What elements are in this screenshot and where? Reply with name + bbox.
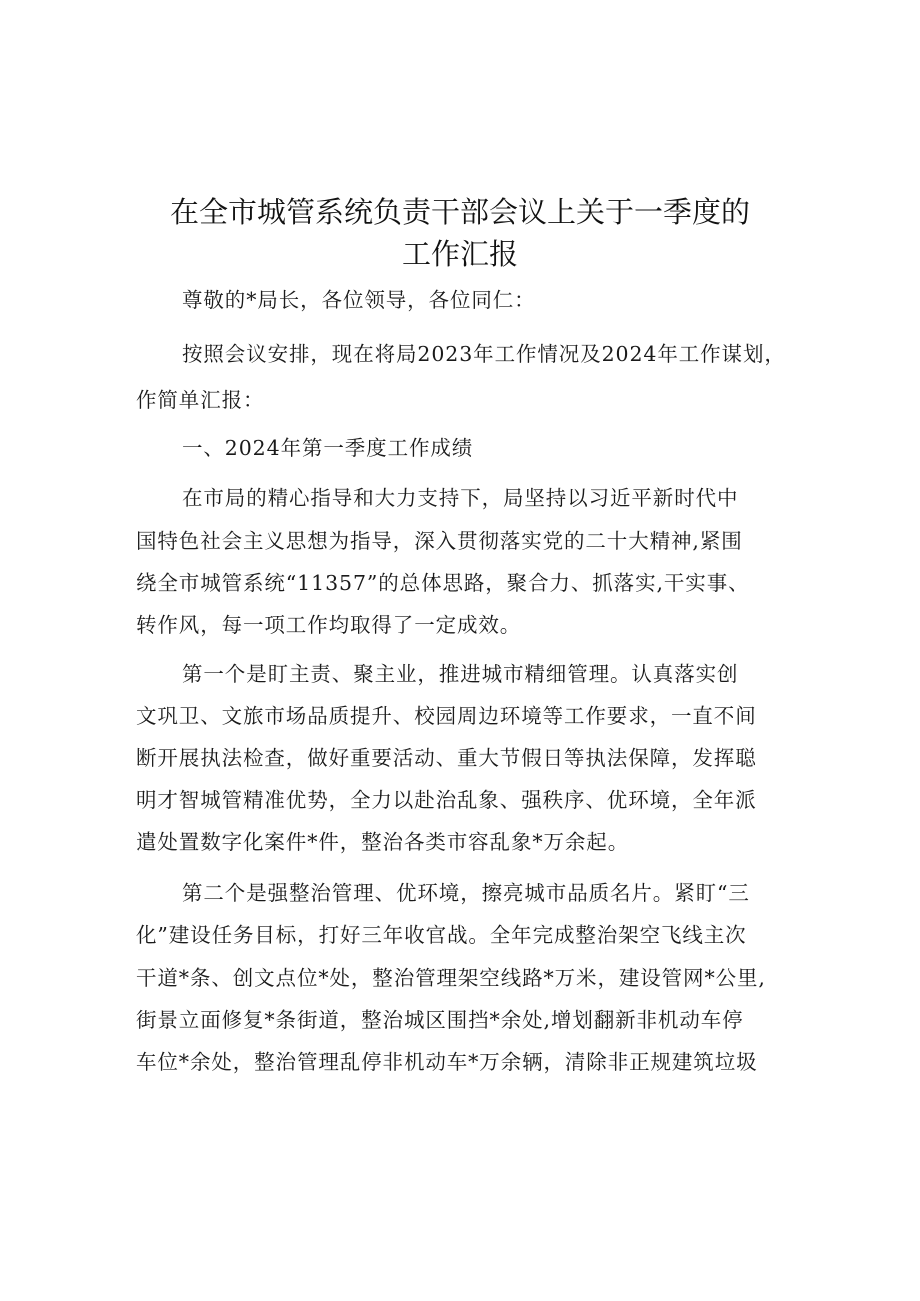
para3-text-2: 化”建设任务目标，打好三年收官战。全年完成整治架空飞线主次 [136, 923, 747, 947]
para3-text-1: 第二个是强整治管理、优环境，擦亮城市品质名片。紧盯“三 [182, 881, 750, 905]
intro-text-2: 作简单汇报： [136, 388, 265, 412]
document-title-line-2: 工作汇报 [401, 237, 518, 271]
para1-text-2: 国特色社会主义思想为指导，深入贯彻落实党的二十大精神,紧围 [136, 529, 743, 553]
para3-text-4: 街景立面修复*条街道，整治城区围挡*余处,增划翻新非机动车停 [136, 1008, 744, 1032]
intro-text-1: 按照会议安排，现在将局2023年工作情况及2024年工作谋划， [182, 342, 786, 366]
section-heading: 一、2024年第一季度工作成绩 [182, 436, 474, 460]
para1-text-1: 在市局的精心指导和大力支持下，局坚持以习近平新时代中 [182, 486, 739, 510]
para2-text-5: 遣处置数字化案件*件，整治各类市容乱象*万余起。 [136, 830, 630, 854]
salutation: 尊敬的*局长，各位领导，各位同仁： [182, 288, 536, 312]
para1-text-4: 转作风，每一项工作均取得了一定成效。 [136, 613, 522, 637]
document-title-line-1: 在全市城管系统负责干部会议上关于一季度的 [169, 195, 750, 229]
para2-text-1: 第一个是盯主责、聚主业，推进城市精细管理。认真落实创 [182, 662, 739, 686]
para3-text-5: 车位*余处，整治管理乱停非机动车*万余辆，清除非正规建筑垃圾 [136, 1050, 758, 1074]
para2-text-2: 文巩卫、文旅市场品质提升、校园周边环境等工作要求，一直不间 [136, 704, 757, 728]
para1-text-3: 绕全市城管系统“11357”的总体思路，聚合力、抓落实,干实事、 [136, 571, 750, 595]
para2-text-4: 明才智城管精准优势，全力以赴治乱象、强秩序、优环境，全年派 [136, 788, 757, 812]
para2-text-3: 断开展执法检查，做好重要活动、重大节假日等执法保障，发挥聪 [136, 746, 757, 770]
para3-text-3: 干道*条、创文点位*处，整治管理架空线路*万米，建设管网*公里, [136, 966, 766, 990]
